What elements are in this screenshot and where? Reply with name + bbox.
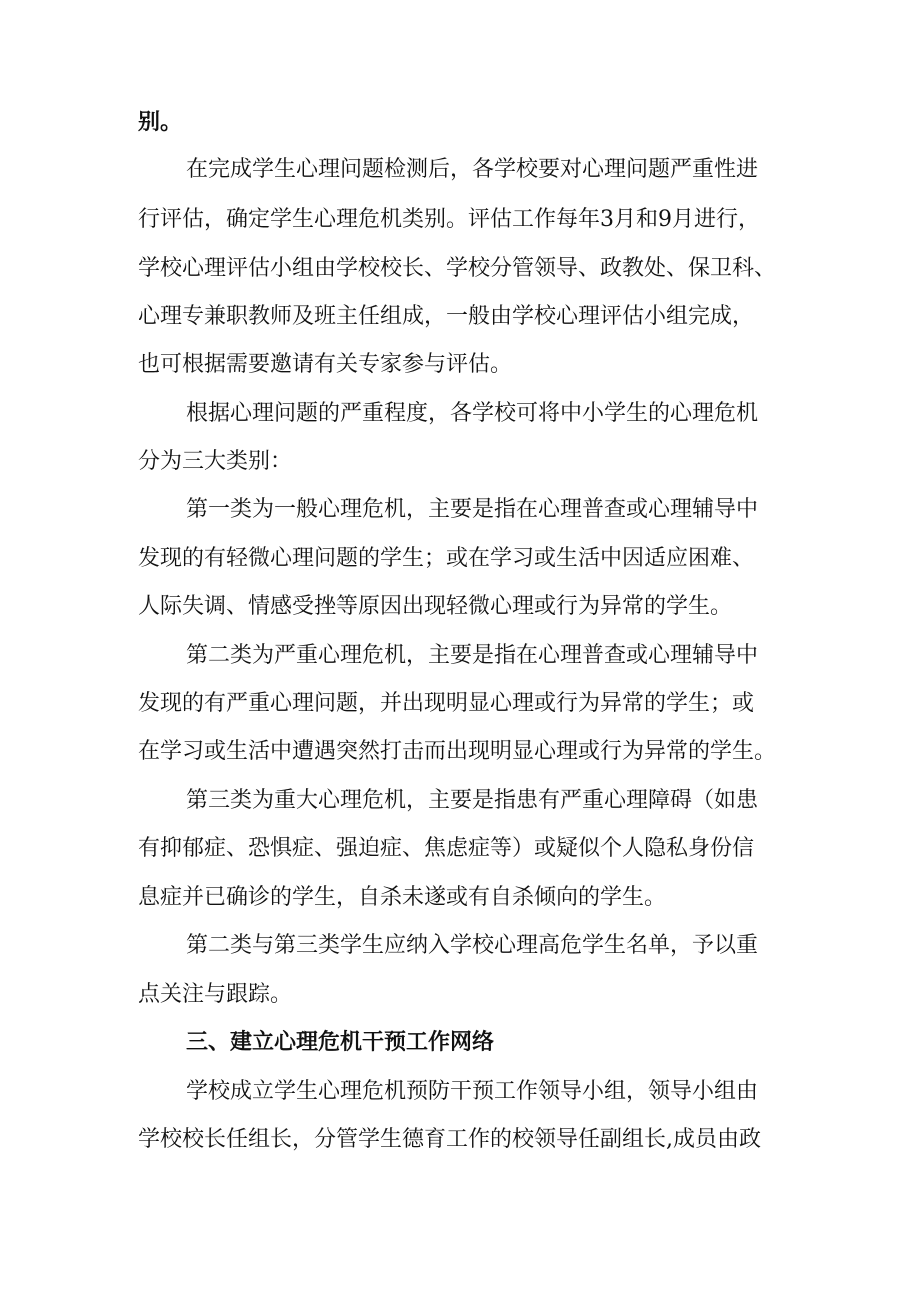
paragraph-line: 第二类与第三类学生应纳入学校心理高危学生名单，予以重 (186, 933, 759, 958)
paragraph-line: 根据心理问题的严重程度，各学校可将中小学生的心理危机 (186, 401, 759, 426)
paragraph-line: 点关注与跟踪。 (138, 982, 293, 1007)
paragraph-line: 有抑郁症、恐惧症、强迫症、焦虑症等）或疑似个人隐私身份信 (138, 836, 755, 861)
paragraph-line: 心理专兼职教师及班主任组成，一般由学校心理评估小组完成， (138, 304, 755, 329)
paragraph-line: 学校成立学生心理危机预防干预工作领导小组，领导小组由 (186, 1079, 759, 1104)
paragraph-line: 第三类为重大心理危机，主要是指患有严重心理障碍（如患 (186, 788, 759, 813)
paragraph-line: 也可根据需要邀请有关专家参与评估。 (138, 352, 513, 377)
paragraph-line: 分为三大类别： (138, 449, 293, 474)
paragraph-line: 行评估，确定学生心理危机类别。评估工作每年3月和9月进行， (138, 207, 760, 232)
section-heading: 三、建立心理危机干预工作网络 (186, 1030, 495, 1055)
paragraph-line: 第二类为严重心理危机，主要是指在心理普查或心理辅导中 (186, 643, 759, 668)
paragraph-line: 在完成学生心理问题检测后，各学校要对心理问题严重性进 (186, 157, 759, 182)
paragraph-line: 第一类为一般心理危机，主要是指在心理普查或心理辅导中 (186, 497, 759, 522)
paragraph-line: 别。 (138, 109, 183, 135)
paragraph-line: 发现的有轻微心理问题的学生；或在学习或生活中因适应困难、 (138, 546, 755, 571)
paragraph-line: 在学习或生活中遭遇突然打击而出现明显心理或行为异常的学生。 (138, 739, 777, 764)
paragraph-line: 人际失调、情感受挫等原因出现轻微心理或行为异常的学生。 (138, 594, 733, 619)
paragraph-line: 学校校长任组长，分管学生德育工作的校领导任副组长,成员由政 (138, 1127, 761, 1152)
paragraph-line: 息症并已确诊的学生，自杀未遂或有自杀倾向的学生。 (138, 885, 667, 910)
paragraph-line: 学校心理评估小组由学校校长、学校分管领导、政教处、保卫科、 (138, 256, 777, 281)
paragraph-line: 发现的有严重心理问题，并出现明显心理或行为异常的学生；或 (138, 691, 755, 716)
